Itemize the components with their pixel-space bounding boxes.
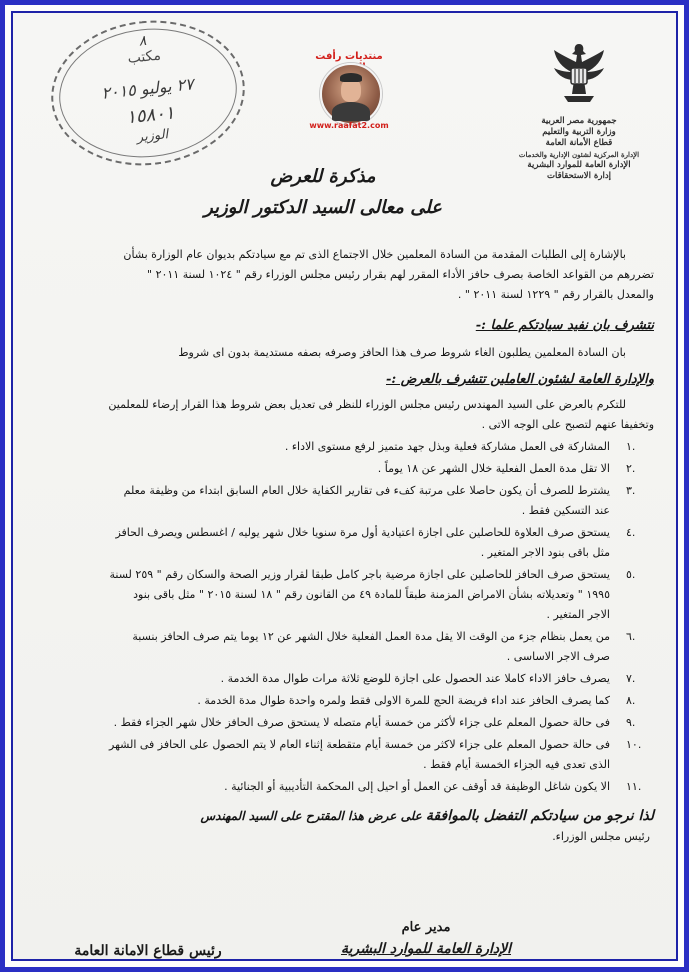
list-item [35, 777, 654, 797]
logo-forum-name: منتديات رأفت [315, 51, 383, 62]
list-item-number: ٣. [626, 484, 636, 497]
portrait-hair [340, 73, 362, 82]
signature-department: الإدارة العامة للموارد البشرية [340, 941, 511, 957]
ministry-line: الإدارة العامة للموارد البشرية [527, 160, 631, 170]
list-item [35, 437, 654, 457]
intro-line: تضررهم من القواعد الخاصة بصرف حافز الأداء المقرر لهم بقرار رئيس مجلس الوزراء رقم " ١٠٢٤ لسنة ٢٠١١ " [147, 268, 654, 281]
list-item [35, 713, 654, 733]
stamp-date: ٢٧ يوليو ٢٠١٥ [100, 74, 195, 103]
section2-line: للتكرم بالعرض على السيد المهندس رئيس مجلس الوزراء للنظر فى تعديل بعض شروط هذا القرار إرضاء للمعلمين [108, 398, 626, 411]
section1-text: بان السادة المعلمين يطلبون الغاء شروط صرف هذا الحافز وصرفه بصفه مستديمة بدون اى شروط [178, 346, 626, 359]
list-item [35, 691, 654, 711]
ministry-header [504, 38, 654, 182]
list-item-line: ١٩٩٥ " وتعديلاته بشأن الامراض المزمنة طبقاً للمادة ٤٩ من القانون رقم " ١٨ لسنة ٢٠١٥ " مثل باقى بنود [133, 588, 610, 601]
list-item [35, 523, 654, 563]
list-item-number: ١. [626, 440, 636, 453]
list-item-number: ٧. [626, 672, 636, 685]
list-item-line: المشاركة فى العمل مشاركة فعلية وبذل جهد متميز لرفع مستوى الاداء . [284, 440, 610, 453]
signature-role: مدير عام [401, 920, 451, 935]
list-item-line: كما يصرف الحافز عند اداء فريضة الحج للمرة الاولى فقط ولمره واحدة طوال مدة الخدمة . [197, 694, 610, 707]
list-item-number: ٢. [626, 462, 636, 475]
list-item-line: الا يكون شاغل الوظيفة قد أوقف عن العمل أو احيل إلى المحكمة التأديبية أو الجنائية . [224, 780, 610, 793]
list-item-number: ٥. [626, 568, 636, 581]
list-item-line: يستحق صرف الحافز للحاصلين على اجازة مرضية باجر كامل طبقا لقرار وزير الصحة والسكان رقم " ٢٥٩ لسنة [109, 568, 610, 581]
list-item-line: عند التسكين فقط . [521, 504, 610, 517]
intro-line: والمعدل بالقرار رقم " ١٢٢٩ لسنة ٢٠١١ " . [457, 288, 654, 301]
list-item [35, 481, 654, 521]
closing-lead: لذا نرجو من سيادتكم التفضل بالموافقة [425, 808, 654, 824]
list-item-number: ٩. [626, 716, 636, 729]
list-item-number: ١٠. [626, 738, 642, 751]
ministry-line: قطاع الأمانة العامة [545, 138, 613, 148]
list-item [35, 627, 654, 667]
list-item-line: من يعمل بنظام جزء من الوقت الا يقل مدة العمل الفعلية خلال الشهر عن ١٢ يوما يتم صرف الحافز بنسبة [132, 630, 610, 643]
list-item-line: الاجر المتغير . [546, 608, 610, 621]
conditions-list [35, 437, 654, 797]
list-item-number: ٦. [626, 630, 636, 643]
list-item-line: الذى تعدى فيه الجزاء الخمسة أيام فقط . [423, 758, 610, 771]
section2-line: وتخفيفا عنهم لتصبح على الوجه الاتى . [481, 418, 654, 431]
section1-heading: نتشرف بان نفيد سيادتكم علما :- [475, 318, 654, 333]
list-item-line: يستحق صرف العلاوة للحاصلين على اجازة اعتيادية أول مرة سنويا خلال شهر يوليه / اغسطس ويصرف الحافز [115, 526, 610, 539]
memo-title-line1: مذكرة للعرض [270, 166, 376, 187]
intro-line: بالإشارة إلى الطلبات المقدمة من السادة المعلمين خلال الاجتماع الذى تم مع سيادتكم بديوان عام الوزارة بشأن [123, 248, 626, 261]
list-item-number: ٨. [626, 694, 636, 707]
memo-page [13, 13, 676, 959]
memo-body [35, 245, 654, 847]
list-item-line: مثل باقى بنود الاجر المتغير . [480, 546, 610, 559]
signature-department: رئيس قطاع الامانة العامة [74, 943, 222, 959]
list-item [35, 669, 654, 689]
logo-portrait [320, 63, 382, 125]
list-item-line: يصرف حافز الاداء كاملا عند الحصول على اجازة للوضع ثلاثة مرات طوال مدة الخدمة . [220, 672, 610, 685]
closing-line2: رئيس مجلس الوزراء. [552, 830, 650, 843]
stamp-corner-mark: ٨ [137, 32, 148, 50]
section2-heading: والإدارة العامة لشئون العاملين تتشرف بالعرض :- [385, 372, 654, 387]
logo-url: www.raafat2.com [309, 121, 389, 130]
stamp-number: ١٥٨٠١ [125, 102, 176, 129]
list-item-line: فى حالة حصول المعلم على جزاء لأكثر من خمسة أيام متصله لا يستحق صرف الحافز خلال شهر الجزاء فقط . [113, 716, 610, 729]
list-item-number: ٤. [626, 526, 636, 539]
memo-title [183, 165, 463, 221]
list-item-number: ١١. [626, 780, 642, 793]
list-item-line: يشترط للصرف أن يكون حاصلا على مرتبة كفء فى تقارير الكفاية خلال العام السابق ابتداء من وظيفة معلم [123, 484, 610, 497]
closing-request [35, 805, 654, 827]
signature-sector-head [53, 940, 243, 962]
eagle-emblem-icon [550, 38, 608, 108]
office-stamp [44, 11, 252, 174]
memo-title-line2: على معالى السيد الدكتور الوزير [204, 197, 442, 218]
list-item [35, 565, 654, 625]
ministry-line: إدارة الاستحقاقات [547, 171, 611, 181]
stamp-minister-label: الوزير [136, 127, 169, 146]
list-item [35, 459, 654, 479]
signature-hr-director [326, 918, 526, 960]
ministry-line: الإدارة المركزية لشئون الإدارية والخدمات [518, 150, 640, 159]
list-item-line: صرف الاجر الاساسى . [506, 650, 610, 663]
stamp-office-label: مكتب [126, 47, 162, 67]
ministry-line: وزارة التربية والتعليم [542, 127, 616, 137]
forum-logo [308, 51, 390, 133]
list-item [35, 735, 654, 775]
portrait-shirt [332, 102, 370, 121]
closing-rest: على عرض هذا المقترح على السيد المهندس [200, 809, 422, 823]
list-item-line: الا تقل مدة العمل الفعلية خلال الشهر عن ١٨ يوماً . [377, 462, 610, 475]
list-item-line: فى حالة حصول المعلم على جزاء لاكثر من خمسة أيام متقطعة إثناء العام لا يتم الحصول على الحافز فى الشهر [109, 738, 610, 751]
ministry-line: جمهورية مصر العربية [541, 116, 617, 126]
